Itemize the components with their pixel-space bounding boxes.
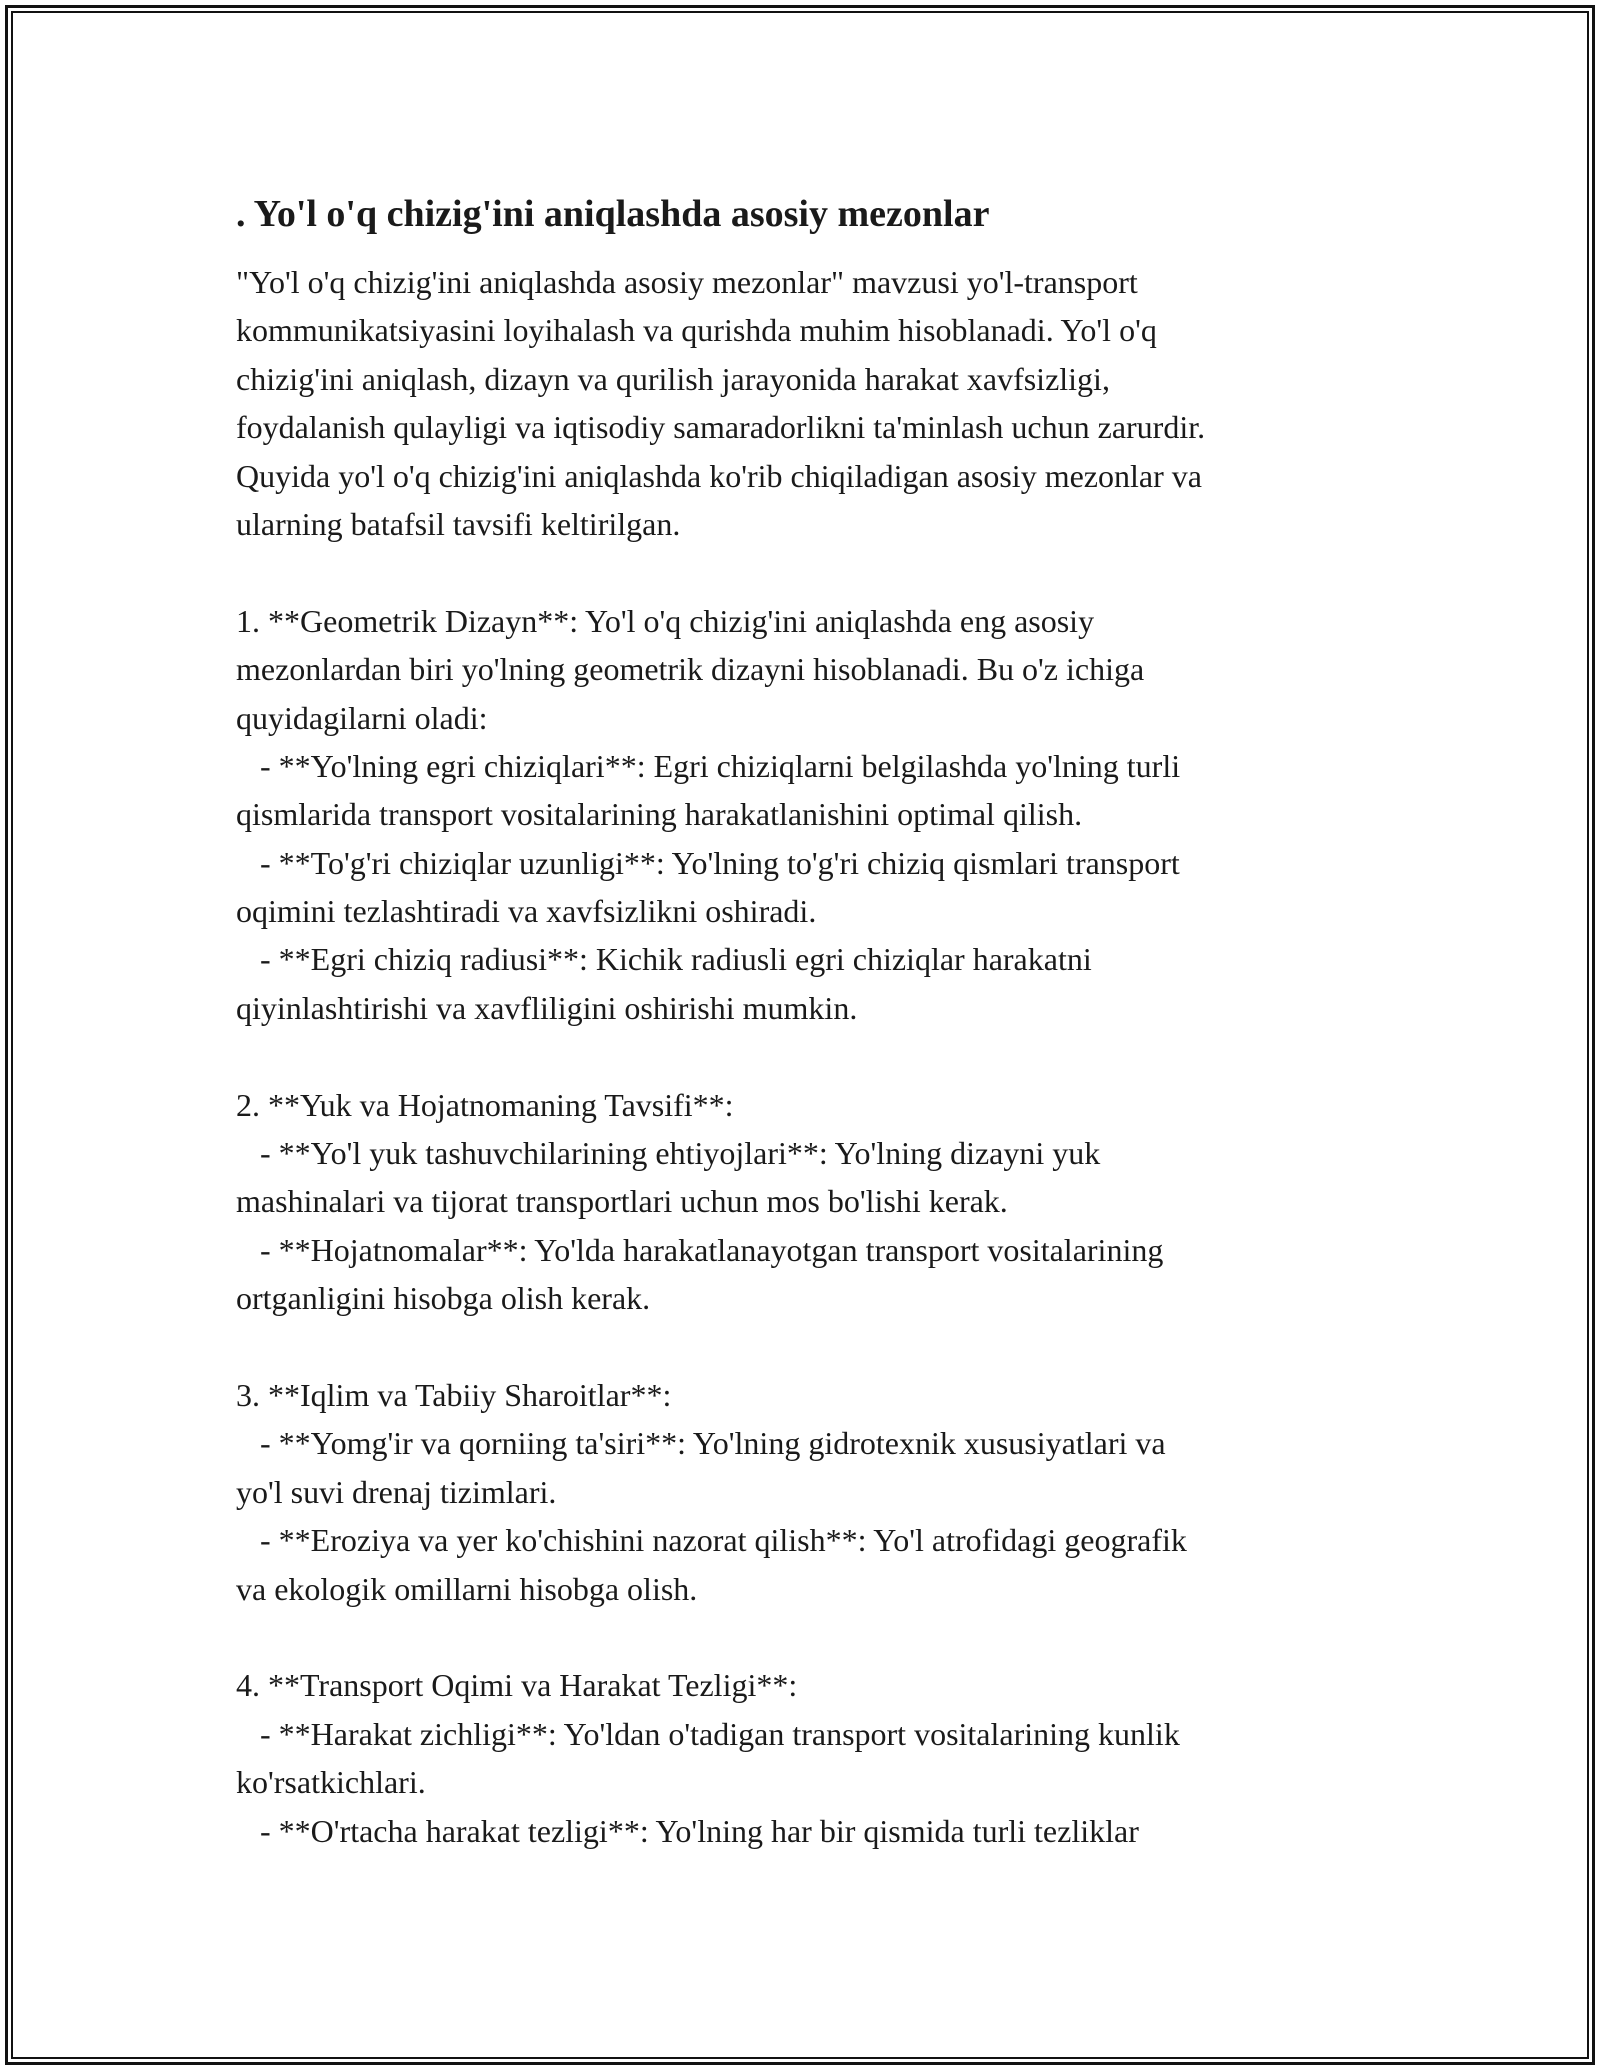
text-line: - **Eroziya va yer ko'chishini nazorat qilish**: Yo'l atrofidagi geografik — [236, 1522, 1187, 1559]
text-line: kommunikatsiyasini loyihalash va qurishda muhim hisoblanadi. Yo'l o'q — [236, 312, 1157, 349]
text-line: - **Yo'lning egri chiziqlari**: Egri chiziqlarni belgilashda yo'lning turli — [236, 747, 1181, 784]
text-line: ularning batafsil tavsifi keltirilgan. — [236, 505, 681, 542]
blank-line — [236, 1323, 1386, 1371]
text-line: 3. **Iqlim va Tabiiy Sharoitlar**: — [236, 1376, 672, 1413]
blank-line — [236, 1032, 1386, 1080]
text-line: chizig'ini aniqlash, dizayn va qurilish jarayonida harakat xavfsizligi, — [236, 360, 1110, 397]
text-line: 4. **Transport Oqimi va Harakat Tezligi**: — [236, 1667, 798, 1704]
document-body — [236, 188, 1386, 1855]
text-line: "Yo'l o'q chizig'ini aniqlashda asosiy mezonlar" mavzusi yo'l-transport — [236, 264, 1138, 300]
document-text — [236, 258, 1386, 1855]
text-line: mezonlardan biri yo'lning geometrik dizayni hisoblanadi. Bu o'z ichiga — [236, 651, 1145, 688]
page-title: . Yo'l o'q chizig'ini aniqlashda asosiy mezonlar — [236, 193, 990, 235]
text-line: foydalanish qulayligi va iqtisodiy samaradorlikni ta'minlash uchun zarurdir. — [236, 409, 1206, 446]
text-line: yo'l suvi drenaj tizimlari. — [236, 1473, 557, 1510]
text-line: 1. **Geometrik Dizayn**: Yo'l o'q chizig'ini aniqlashda eng asosiy — [236, 602, 1095, 639]
text-line: - **To'g'ri chiziqlar uzunligi**: Yo'lning to'g'ri chiziq qismlari transport — [236, 844, 1180, 881]
text-line: - **Egri chiziq radiusi**: Kichik radiusli egri chiziqlar harakatni — [236, 941, 1092, 978]
text-line: Quyida yo'l o'q chizig'ini aniqlashda ko'rib chiqiladigan asosiy mezonlar va — [236, 457, 1202, 494]
text-line: mashinalari va tijorat transportlari uchun mos bo'lishi kerak. — [236, 1183, 1008, 1220]
text-line: - **Yo'l yuk tashuvchilarining ehtiyojlari**: Yo'lning dizayni yuk — [236, 1135, 1101, 1172]
text-line: qiyinlashtirishi va xavfliligini oshirishi mumkin. — [236, 989, 858, 1026]
text-line: - **Harakat zichligi**: Yo'ldan o'tadigan transport vositalarining kunlik — [236, 1715, 1180, 1752]
blank-line — [236, 548, 1386, 596]
text-line: 2. **Yuk va Hojatnomaning Tavsifi**: — [236, 1086, 734, 1123]
text-line: ko'rsatkichlari. — [236, 1764, 426, 1801]
text-line: - **Hojatnomalar**: Yo'lda harakatlanayotgan transport vositalarining — [236, 1231, 1164, 1268]
text-line: - **O'rtacha harakat tezligi**: Yo'lning har bir qismida turli tezliklar — [236, 1812, 1139, 1849]
blank-line — [236, 1613, 1386, 1661]
text-line: - **Yomg'ir va qorniing ta'siri**: Yo'lning gidrotexnik xususiyatlari va — [236, 1425, 1166, 1462]
text-line: qismlarida transport vositalarining harakatlanishini optimal qilish. — [236, 796, 1083, 833]
text-line: oqimini tezlashtiradi va xavfsizlikni oshiradi. — [236, 893, 817, 930]
text-line: ortganligini hisobga olish kerak. — [236, 1280, 651, 1317]
text-line: va ekologik omillarni hisobga olish. — [236, 1570, 698, 1607]
text-line: quyidagilarni oladi: — [236, 699, 488, 736]
